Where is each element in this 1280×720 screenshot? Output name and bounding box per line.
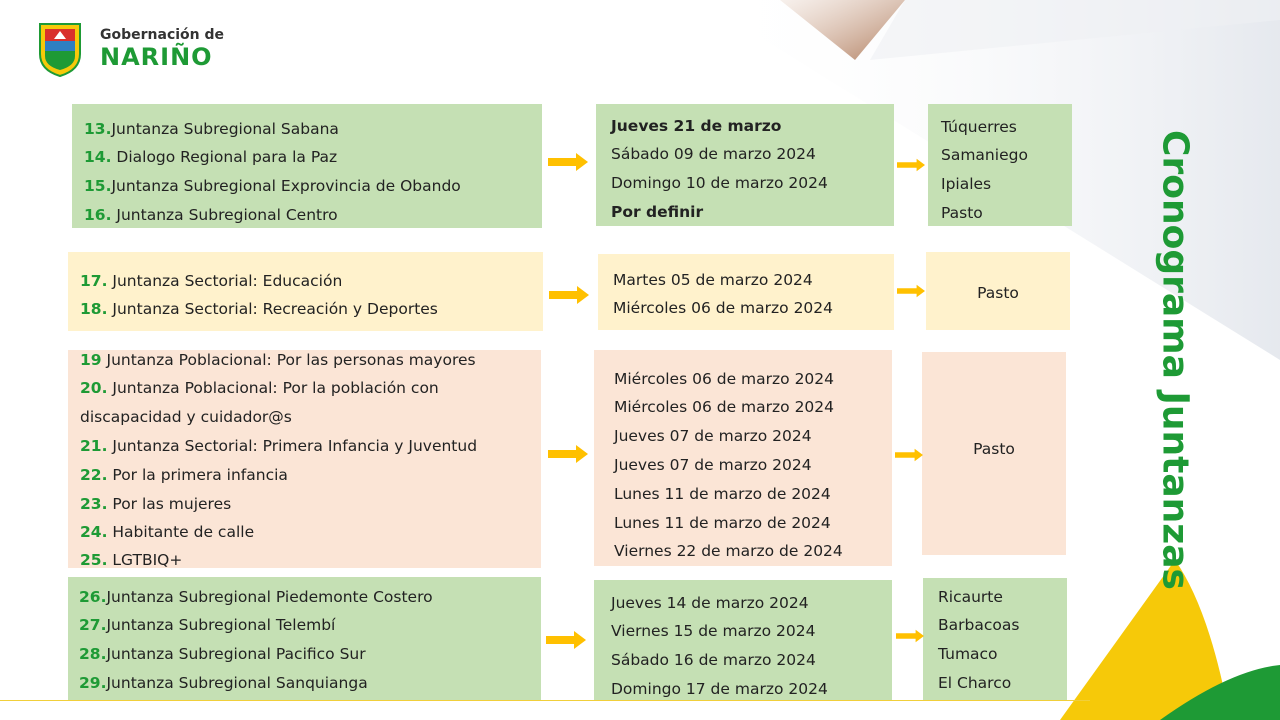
arrow-right-icon	[896, 627, 924, 645]
date-item: Jueves 14 de marzo 2024	[611, 594, 809, 612]
org-name-line2: NARIÑO	[100, 43, 213, 71]
place-item: Pasto	[977, 284, 1019, 302]
group4-events-box	[68, 577, 541, 700]
event-item: discapacidad y cuidador@s	[80, 408, 292, 426]
footer-line	[0, 700, 1090, 701]
group4-dates-box	[594, 580, 892, 700]
date-item: Miércoles 06 de marzo 2024	[614, 370, 835, 388]
arrow-right-icon	[897, 156, 925, 174]
logo	[36, 20, 226, 82]
date-item: Martes 05 de marzo 2024	[613, 271, 813, 289]
event-item: 22. Por la primera infancia	[80, 466, 288, 484]
date-item: Por definir	[611, 203, 704, 221]
arrow-right-icon	[897, 282, 925, 300]
date-item: Domingo 10 de marzo 2024	[611, 174, 828, 192]
event-item: 27.Juntanza Subregional Telembí	[79, 616, 336, 634]
event-item: 16. Juntanza Subregional Centro	[84, 206, 338, 224]
date-item: Viernes 22 de marzo de 2024	[614, 542, 843, 560]
group3-events-box	[68, 350, 541, 568]
place-item: Pasto	[973, 440, 1015, 458]
event-item: 21. Juntanza Sectorial: Primera Infancia y Juventud	[80, 437, 478, 455]
event-item: 19 Juntanza Poblacional: Por las personas mayores	[80, 351, 476, 369]
event-item: 26.Juntanza Subregional Piedemonte Costero	[79, 588, 433, 606]
event-item: 17. Juntanza Sectorial: Educación	[80, 272, 343, 290]
place-item: Túquerres	[941, 118, 1017, 136]
date-item: Domingo 17 de marzo 2024	[611, 680, 828, 698]
event-item: 24. Habitante de calle	[80, 523, 255, 541]
group1-dates-box	[596, 104, 894, 226]
arrow-right-icon	[546, 631, 586, 649]
group3-places-box	[922, 352, 1066, 555]
place-item: Tumaco	[938, 645, 998, 663]
place-item: El Charco	[938, 674, 1012, 692]
date-item: Sábado 16 de marzo 2024	[611, 651, 816, 669]
arrow-right-icon	[549, 286, 589, 304]
arrow-right-icon	[895, 446, 923, 464]
event-item: 18. Juntanza Sectorial: Recreación y Deportes	[80, 300, 438, 318]
place-item: Barbacoas	[938, 616, 1020, 634]
place-item: Samaniego	[941, 146, 1028, 164]
event-item: 28.Juntanza Subregional Pacifico Sur	[79, 645, 366, 663]
page-title: Cronograma Juntanzas	[1154, 130, 1196, 590]
coat-of-arms-icon	[36, 20, 84, 78]
arrow-right-icon	[548, 445, 588, 463]
arrow-right-icon	[548, 153, 588, 171]
event-item: 23. Por las mujeres	[80, 495, 232, 513]
event-item: 15.Juntanza Subregional Exprovincia de Obando	[84, 177, 461, 195]
group4-places-box	[923, 578, 1067, 700]
place-item: Ricaurte	[938, 588, 1003, 606]
date-item: Viernes 15 de marzo 2024	[611, 622, 816, 640]
event-item: 29.Juntanza Subregional Sanquianga	[79, 674, 368, 692]
date-item: Miércoles 06 de marzo 2024	[613, 299, 834, 317]
group2-places-box	[926, 252, 1070, 330]
place-item: Ipiales	[941, 175, 992, 193]
date-item: Jueves 07 de marzo 2024	[614, 456, 812, 474]
date-item: Jueves 07 de marzo 2024	[614, 427, 812, 445]
date-item: Miércoles 06 de marzo 2024	[614, 398, 835, 416]
group2-events-box	[68, 252, 543, 331]
group1-events-box	[72, 104, 542, 228]
group1-places-box	[928, 104, 1072, 226]
event-item: 13.Juntanza Subregional Sabana	[84, 120, 339, 138]
date-item: Jueves 21 de marzo	[611, 117, 782, 135]
place-item: Pasto	[941, 204, 983, 222]
date-item: Lunes 11 de marzo de 2024	[614, 485, 831, 503]
org-name-line1: Gobernación de	[100, 27, 225, 43]
event-item: 25. LGTBIQ+	[80, 551, 183, 569]
group3-dates-box	[594, 350, 892, 566]
group2-dates-box	[598, 254, 894, 330]
date-item: Lunes 11 de marzo de 2024	[614, 514, 831, 532]
event-item: 14. Dialogo Regional para la Paz	[84, 148, 338, 166]
date-item: Sábado 09 de marzo 2024	[611, 145, 816, 163]
event-item: 20. Juntanza Poblacional: Por la población con	[80, 379, 439, 397]
